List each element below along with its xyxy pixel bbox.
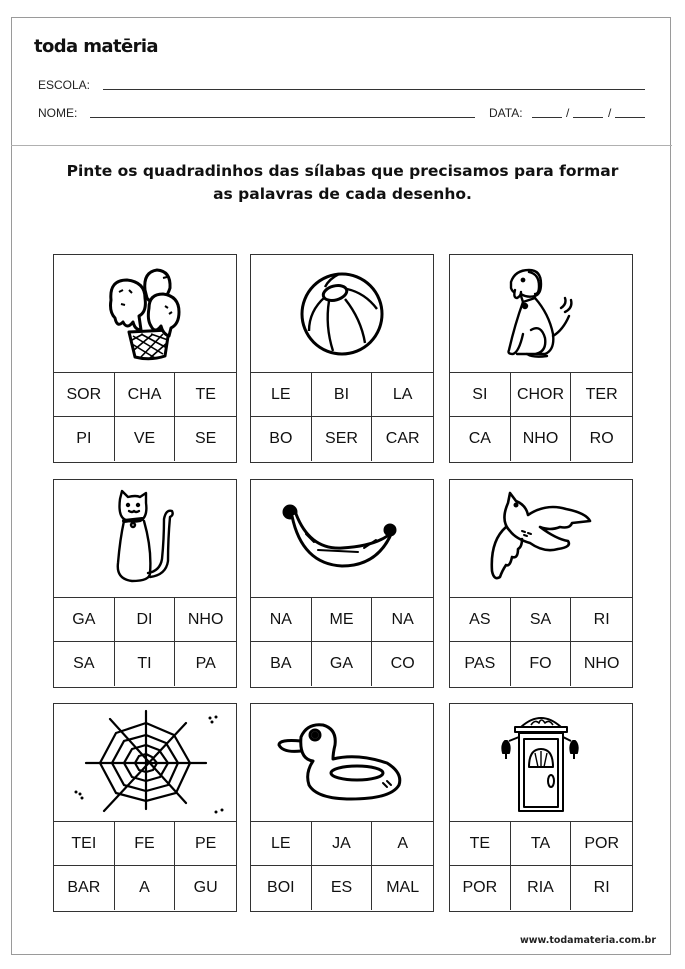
exercise-card (53, 479, 237, 688)
syllable-box[interactable]: TER (571, 373, 632, 417)
syllable-grid (251, 597, 433, 686)
syllable-box[interactable]: NA (251, 598, 312, 642)
date-day-line[interactable] (532, 117, 562, 118)
syllable-box[interactable]: SE (194, 430, 217, 447)
logo: toda matēria (34, 36, 158, 57)
syllable-box[interactable]: RI (593, 879, 610, 896)
instruction-line-2: as palavras de cada desenho. (213, 185, 472, 203)
instruction-line-1: Pinte os quadradinhos das sílabas que precisamos para formar (66, 162, 619, 180)
syllable-box[interactable]: SA (54, 642, 115, 686)
instruction-text (40, 160, 645, 206)
syllable-box[interactable]: RI (571, 598, 632, 642)
exercise-card (53, 703, 237, 912)
exercise-card (449, 703, 633, 912)
syllable-box[interactable]: BO (251, 417, 312, 461)
syllable-box[interactable]: JA (312, 822, 373, 866)
syllable-box[interactable]: MAL (386, 879, 420, 896)
syllable-box[interactable]: RO (589, 430, 614, 447)
door-icon (450, 704, 632, 821)
syllable-box[interactable]: GU (193, 879, 218, 896)
syllable-box[interactable]: CAR (385, 430, 420, 447)
duck-float-icon (251, 704, 433, 821)
school-label: ESCOLA: (38, 78, 91, 92)
syllable-box[interactable]: AS (450, 598, 511, 642)
syllable-grid (251, 372, 433, 461)
syllable-box[interactable]: TE (175, 373, 236, 417)
syllable-box[interactable]: SER (312, 417, 373, 461)
syllable-box[interactable]: LE (251, 822, 312, 866)
syllable-box[interactable]: NHO (583, 655, 620, 672)
bird-icon (450, 480, 632, 597)
school-input-line[interactable] (103, 89, 645, 90)
syllable-box[interactable]: LA (372, 373, 433, 417)
syllable-box[interactable]: BAR (54, 866, 115, 910)
syllable-box[interactable]: NA (372, 598, 433, 642)
syllable-box[interactable]: NHO (175, 598, 236, 642)
spider-web-icon (54, 704, 236, 821)
syllable-box[interactable]: BA (251, 642, 312, 686)
syllable-box[interactable]: A (115, 866, 176, 910)
syllable-grid (251, 821, 433, 910)
syllable-box[interactable]: CA (450, 417, 511, 461)
ice-cream-icon (54, 255, 236, 372)
date-separator: / (608, 106, 612, 120)
syllable-box[interactable]: ES (312, 866, 373, 910)
syllable-box[interactable]: GA (312, 642, 373, 686)
banana-icon (251, 480, 433, 597)
syllable-box[interactable]: CHA (115, 373, 176, 417)
syllable-box[interactable]: TI (115, 642, 176, 686)
syllable-box[interactable]: LE (251, 373, 312, 417)
syllable-box[interactable]: CHOR (511, 373, 572, 417)
date-month-line[interactable] (573, 117, 603, 118)
syllable-grid (54, 821, 236, 910)
date-year-line[interactable] (615, 117, 645, 118)
syllable-box[interactable]: TA (511, 822, 572, 866)
exercise-card (449, 254, 633, 463)
syllable-box[interactable]: DI (115, 598, 176, 642)
header-divider (11, 145, 672, 146)
syllable-box[interactable]: VE (115, 417, 176, 461)
syllable-box[interactable]: CO (390, 655, 415, 672)
syllable-box[interactable]: PA (195, 655, 216, 672)
cat-icon (54, 480, 236, 597)
syllable-box[interactable]: PI (54, 417, 115, 461)
syllable-box[interactable]: A (372, 822, 433, 866)
syllable-box[interactable]: BI (312, 373, 373, 417)
syllable-box[interactable]: SI (450, 373, 511, 417)
syllable-box[interactable]: ME (312, 598, 373, 642)
exercise-card (449, 479, 633, 688)
exercise-card (250, 254, 434, 463)
syllable-grid (450, 821, 632, 910)
syllable-box[interactable]: PE (175, 822, 236, 866)
syllable-grid (54, 372, 236, 461)
syllable-box[interactable]: TE (450, 822, 511, 866)
syllable-box[interactable]: GA (54, 598, 115, 642)
syllable-box[interactable]: TEI (54, 822, 115, 866)
syllable-box[interactable]: NHO (511, 417, 572, 461)
exercise-card (53, 254, 237, 463)
syllable-box[interactable]: FE (115, 822, 176, 866)
syllable-box[interactable]: SOR (54, 373, 115, 417)
exercise-card (250, 479, 434, 688)
date-separator: / (566, 106, 570, 120)
syllable-box[interactable]: PAS (450, 642, 511, 686)
name-input-line[interactable] (90, 117, 475, 118)
syllable-box[interactable]: RIA (511, 866, 572, 910)
exercise-card (250, 703, 434, 912)
syllable-box[interactable]: SA (511, 598, 572, 642)
date-label: DATA: (489, 106, 523, 120)
syllable-box[interactable]: POR (571, 822, 632, 866)
syllable-grid (450, 372, 632, 461)
syllable-box[interactable]: FO (511, 642, 572, 686)
footer-url: www.todamateria.com.br (519, 935, 656, 946)
syllable-grid (450, 597, 632, 686)
beach-ball-icon (251, 255, 433, 372)
dog-icon (450, 255, 632, 372)
syllable-grid (54, 597, 236, 686)
syllable-box[interactable]: BOI (251, 866, 312, 910)
name-label: NOME: (38, 106, 78, 120)
syllable-box[interactable]: POR (450, 866, 511, 910)
